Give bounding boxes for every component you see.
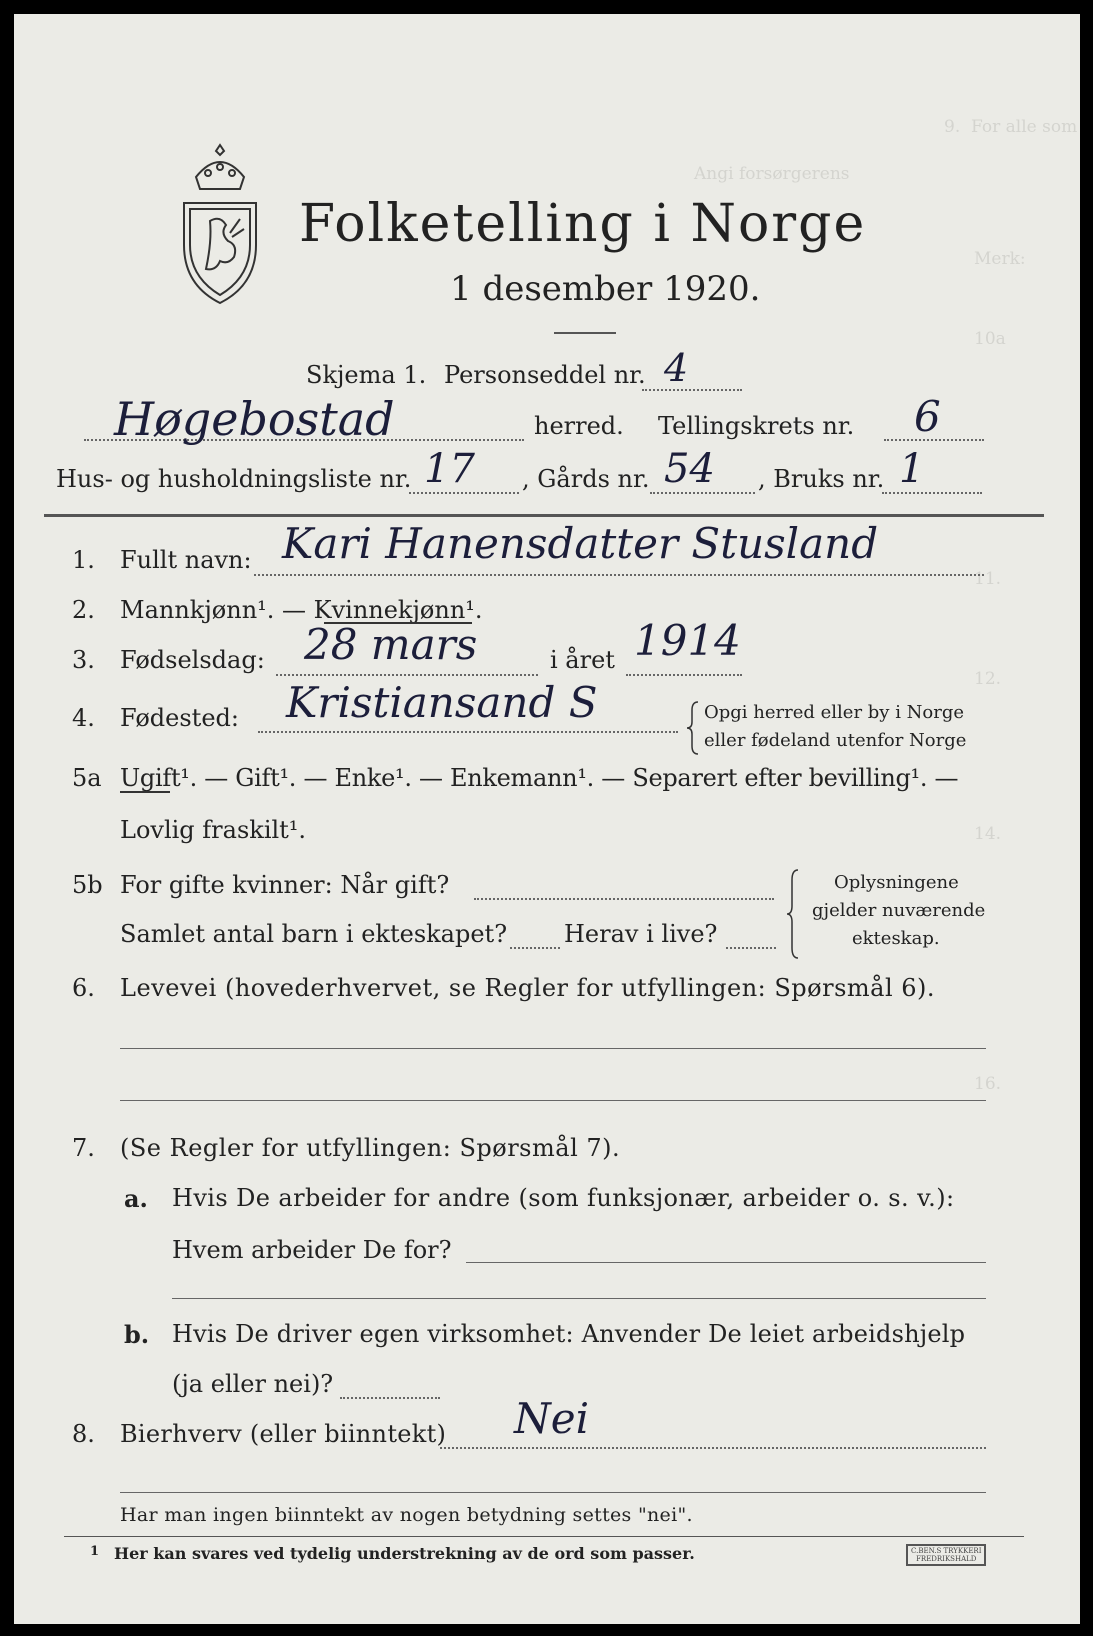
schema-label: Skjema 1. [306,361,427,389]
q7b-answer-line[interactable] [340,1397,440,1399]
q5b-alive-line[interactable] [726,947,776,949]
q5a-line1: Ugift¹. — Gift¹. — Enke¹. — Enkemann¹. — Separert efter bevilling¹. — [120,764,959,792]
bleed-through: 12. [974,669,1002,689]
q6-text: Levevei (hovederhvervet, se Regler for utfyllingen: Spørsmål 6). [120,974,936,1002]
q5b-note-line3: ekteskap. [852,928,940,949]
gards-label: , Gårds nr. [522,465,650,493]
section-divider [44,514,1044,517]
q6-answer-line-1[interactable] [120,1048,986,1049]
hus-line [409,492,519,494]
q8-value[interactable]: Nei [514,1394,590,1443]
bleed-through: 11. [974,569,1002,589]
printer-stamp-line2: FREDRIKSHALD [916,1555,977,1563]
q7-text: (Se Regler for utfyllingen: Spørsmål 7). [120,1134,621,1162]
q8-line [440,1447,986,1449]
bleed-through: 9. For alle som [944,117,1078,137]
q3-year-value[interactable]: 1914 [634,616,741,665]
printer-stamp [906,1544,986,1566]
q4-brace-icon [686,700,700,756]
bleed-through: 16. [974,1074,1002,1094]
q5b-note-line2: gjelder nuværende [812,900,986,921]
footer-divider [64,1536,1024,1537]
personseddel-value[interactable]: 4 [664,346,689,390]
q1-value[interactable]: Kari Hanensdatter Stusland [282,519,879,568]
q4-note-line1: Opgi herred eller by i Norge [704,702,965,723]
q5b-number: 5b [72,871,103,899]
form-title: Folketelling i Norge [299,194,867,254]
q3-line [276,674,538,676]
q3-year-label: i året [550,646,615,674]
q4-note-line2: eller fødeland utenfor Norge [704,730,967,751]
q7-number: 7. [72,1134,95,1162]
q5a-line2: Lovlig fraskilt¹. [120,816,307,844]
q7a-answer-line-1[interactable] [466,1262,986,1263]
q7a-answer-line-2[interactable] [172,1298,986,1299]
q5b-line2b: Herav i live? [564,920,718,948]
q5b-line1: For gifte kvinner: Når gift? [120,871,450,899]
q7b-line2: (ja eller nei)? [172,1370,334,1398]
q5a-number: 5a [72,764,102,792]
q5b-children-line[interactable] [510,947,560,949]
personseddel-label: Personseddel nr. [444,361,646,389]
q2-text: Mannkjønn¹. — Kvinnekjønn¹. [120,596,483,624]
q6-number: 6. [72,974,95,1002]
q1-line [254,574,984,576]
bleed-through: 10a [974,329,1006,349]
bleed-through: Merk: [974,249,1026,269]
q3-year-line [626,674,742,676]
q4-line [258,731,678,733]
tellingskrets-value[interactable]: 6 [914,392,941,441]
bruks-line [882,492,982,494]
q7a-line1: Hvis De arbeider for andre (som funksjonær, arbeider o. s. v.): [172,1184,955,1212]
herred-value[interactable]: Høgebostad [114,392,395,446]
q5a-underline-ugift [120,791,170,793]
q5b-line2a: Samlet antal barn i ekteskapet? [120,920,508,948]
footer-note: Har man ingen biinntekt av nogen betydning settes "nei". [120,1504,693,1526]
tellingskrets-label: Tellingskrets nr. [658,412,855,440]
q8-answer-line-2[interactable] [120,1492,986,1493]
q5b-note-line1: Oplysningene [834,872,959,893]
q3-number: 3. [72,646,95,674]
bruks-label: , Bruks nr. [758,465,885,493]
q5b-when-married-line[interactable] [474,898,774,900]
q3-value[interactable]: 28 mars [304,620,478,669]
printer-stamp-line1: C.BEN.S TRYKKERI [911,1547,982,1555]
q7a-letter: a. [124,1184,148,1213]
q5b-brace-icon [786,868,800,960]
form-date: 1 desember 1920. [450,269,761,309]
q4-label: Fødested: [120,704,239,732]
q7b-line1: Hvis De driver egen virksomhet: Anvender De leiet arbeidshjelp [172,1320,966,1348]
personseddel-line [642,389,742,391]
q1-label: Fullt navn: [120,546,252,574]
hus-value[interactable]: 17 [424,446,475,492]
norwegian-lion-shield-icon [174,137,266,307]
q7b-letter: b. [124,1320,150,1349]
title-divider [554,332,616,334]
footnote-mark: 1 [90,1544,100,1559]
hus-label: Hus- og husholdningsliste nr. [56,465,412,493]
q1-number: 1. [72,546,95,574]
herred-label: herred. [534,412,624,440]
q8-number: 8. [72,1420,95,1448]
q4-value[interactable]: Kristiansand S [286,678,598,727]
bleed-through: Angi forsørgerens [694,164,850,184]
gards-value[interactable]: 54 [664,446,715,492]
bleed-through: 14. [974,824,1002,844]
census-form-page [14,14,1080,1624]
bruks-value[interactable]: 1 [899,446,925,492]
q7a-line2: Hvem arbeider De for? [172,1236,452,1264]
q6-answer-line-2[interactable] [120,1100,986,1101]
q2-number: 2. [72,596,95,624]
q8-label: Bierhverv (eller biinntekt) [120,1420,447,1448]
gards-line [650,492,755,494]
q4-number: 4. [72,704,95,732]
footnote-text: Her kan svares ved tydelig understrekning av de ord som passer. [114,1544,695,1563]
q3-label: Fødselsdag: [120,646,265,674]
